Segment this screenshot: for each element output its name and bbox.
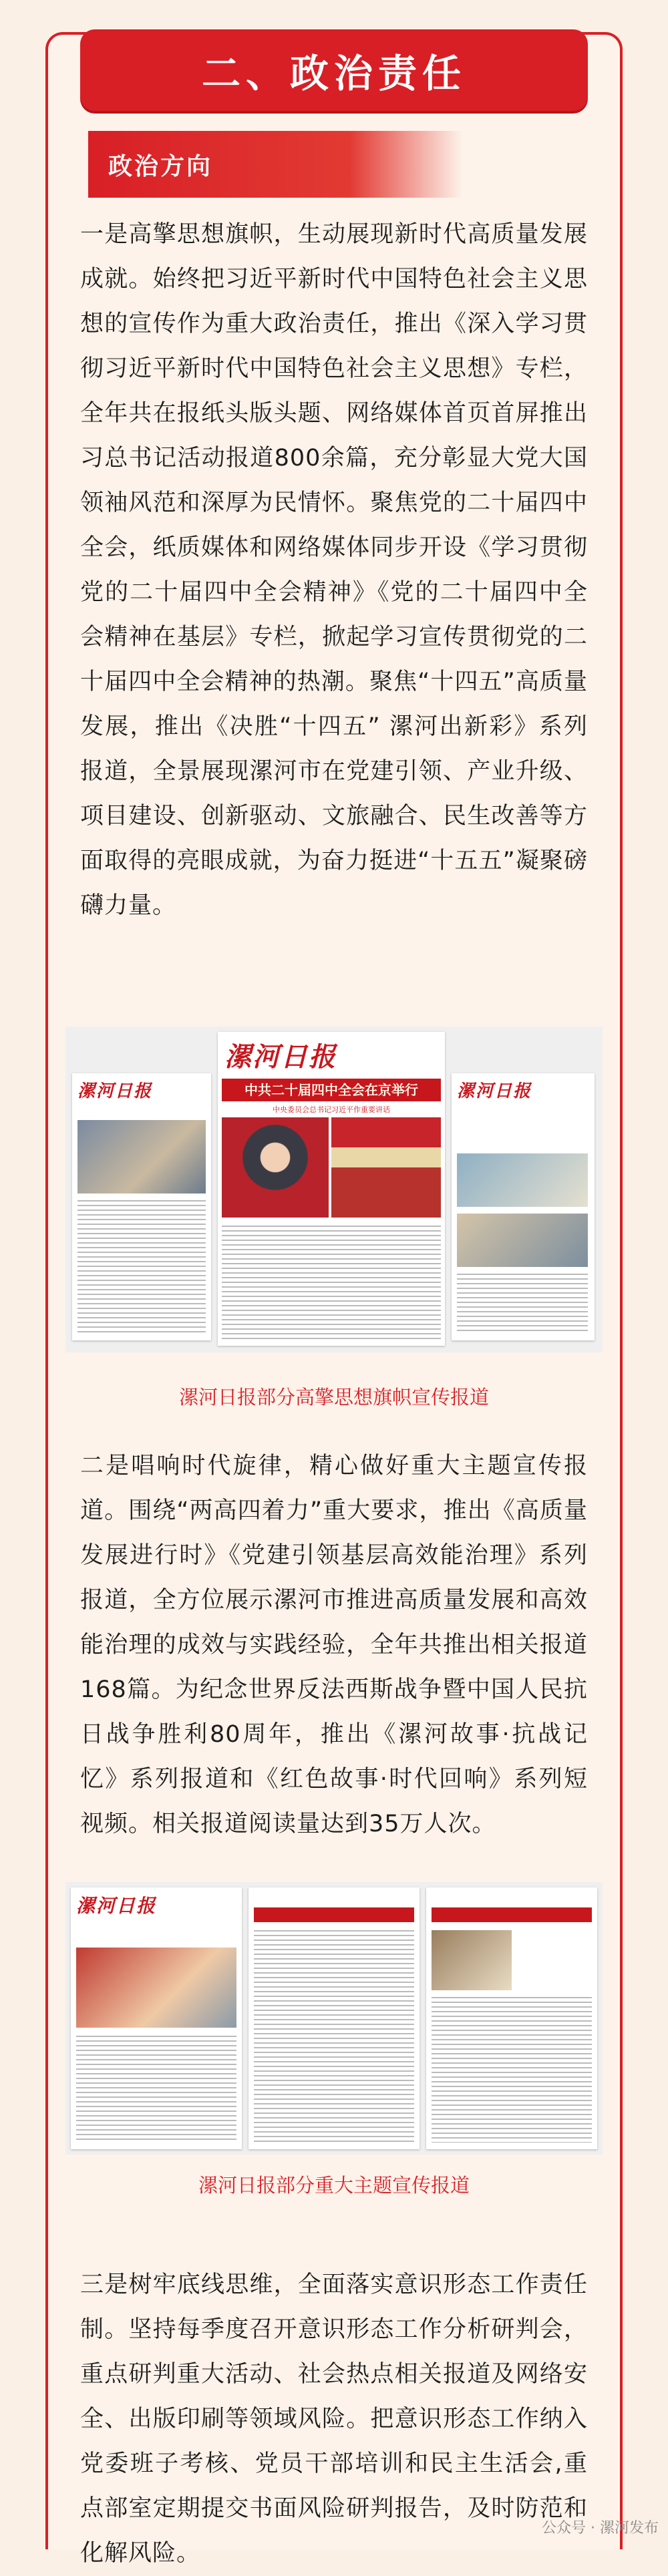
caption-2: 漯河日报部分重大主题宣传报道 (198, 2174, 470, 2197)
newspaper-page-right (426, 1887, 597, 2149)
page-title: 二、政治责任 (201, 51, 466, 96)
newspaper-text-lines (77, 1200, 206, 1334)
section-tag (88, 131, 462, 198)
newspaper-headline-bar (432, 1907, 592, 1922)
paragraph-3: 三是树牢底线思维，全面落实意识形态工作责任制。坚持每季度召开意识形态工作分析研判会，重点研判重大活动、社会热点相关报道及网络安全、出版印刷等领域风险。把意识形态工作纳入党委班子考核、党员干部培训和民主生活会,重点部室定期提交书面风险研判报告，及时防范和化解风险。 (80, 2271, 588, 2567)
newspaper-collage-1 (65, 1027, 603, 1352)
newspaper-page-left (72, 1073, 211, 1340)
newspaper-masthead-right: 漯河日报 (457, 1081, 532, 1101)
newspaper-page-center (248, 1887, 420, 2149)
newspaper-photo (77, 1120, 206, 1193)
newspaper-collage-2 (65, 1882, 603, 2155)
newspaper-text-lines (222, 1226, 441, 1339)
newspaper-text-lines (254, 1930, 414, 2143)
section-tag-label: 政治方向 (108, 152, 213, 180)
newspaper-photo (432, 1930, 512, 1990)
newspaper-photo (457, 1214, 588, 1267)
newspaper-masthead: 漯河日报 (76, 1895, 157, 1917)
newspaper-masthead-center: 漯河日报 (224, 1041, 337, 1073)
newspaper-masthead: 漯河日报 (77, 1081, 153, 1101)
newspaper-text-lines (432, 1997, 592, 2143)
newspaper-photo-hall (331, 1117, 441, 1218)
newspaper-text-lines (457, 1274, 588, 1334)
newspaper-headline-bar (254, 1907, 414, 1922)
paragraph-1: 一是高擎思想旗帜，生动展现新时代高质量发展成就。始终把习近平新时代中国特色社会主义思想的宣传作为重大政治责任，推出《深入学习贯彻习近平新时代中国特色社会主义思想》专栏，全年共在报纸头版头题、网络媒体首页首屏推出习总书记活动报道800余篇，充分彰显大党大国领袖风范和深厚为民情怀。聚焦党的二十届四中全会，纸质媒体和网络媒体同步开设《学习贯彻党的二十届四中全会精神》《党的二十届四中全会精神在基层》专栏，掀起学习宣传贯彻党的二十届四中全会精神的热潮。聚焦“十四五”高质量发展，推出《决胜“十四五” 漯河出新彩》系列报道，全景展现漯河市在党建引领、产业升级、项目建设、创新驱动、文旅融合、民生改善等方面取得的亮眼成就，为奋力挺进“十五五”凝聚磅礴力量。 (80, 221, 588, 919)
newspaper-text-lines (76, 2036, 236, 2143)
newspaper-photo-leader (222, 1117, 329, 1218)
caption-1: 漯河日报部分高擎思想旗帜宣传报道 (178, 1386, 489, 1409)
newspaper-page-right (452, 1073, 595, 1340)
newspaper-headline: 中共二十届四中全会在京举行 (222, 1079, 441, 1101)
newspaper-photo (457, 1153, 588, 1207)
paragraph-2: 二是唱响时代旋律，精心做好重大主题宣传报道。围绕“两高四着力”重大要求，推出《高质量发展进行时》《党建引领基层高效能治理》系列报道，全方位展示漯河市推进高质量发展和高效能治理的成效与实践经验，全年共推出相关报道168篇。为纪念世界反法西斯战争暨中国人民抗日战争胜利80周年，推出《漯河故事·抗战记忆》系列报道和《红色故事·时代回响》系列短视频。相关报道阅读量达到35万人次。 (80, 1453, 588, 1837)
newspaper-photo (76, 1948, 236, 2028)
newspaper-page-center (218, 1032, 445, 1346)
watermark: 公众号 · 漯河发布 (542, 2520, 659, 2537)
newspaper-page-left (71, 1887, 242, 2149)
newspaper-subheadline: 中央委员会总书记习近平作重要讲话 (273, 1105, 390, 1114)
title-banner (80, 29, 588, 111)
